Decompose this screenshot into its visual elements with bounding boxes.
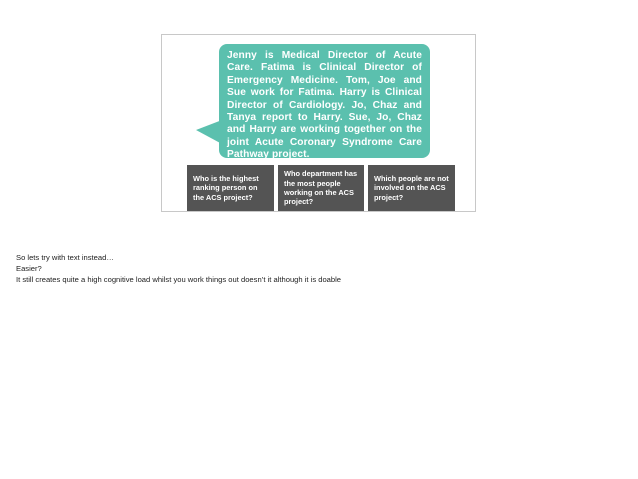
question-box-highest-ranking (187, 165, 274, 211)
question-box-most-people (278, 165, 364, 211)
note-line: So lets try with text instead… (16, 253, 114, 262)
speech-bubble-text: Jenny is Medical Director of Acute Care. Fatima is Clinical Director of Emergency Medicine. Tom, Joe and Sue work for Fatima. Harry is Clinical Director of Cardiology. Jo, Chaz and Tanya report to Harry. Sue, Jo, Chaz and Harry are working together on the joint Acute Coronary Syndrome Care Pathway project. (227, 50, 422, 161)
question-text: Which people are not involved on the ACS project? (374, 173, 449, 202)
speech-bubble (219, 44, 430, 161)
note-line: It still creates quite a high cognitive load whilst you work things out doesn’t it although it is doable (16, 275, 342, 285)
presenter-notes (16, 252, 341, 286)
question-box-not-involved (368, 165, 455, 211)
question-text: Who is the highest ranking person on the ACS project? (193, 173, 259, 202)
note-line: Easier? (16, 264, 42, 274)
question-text: Who department has the most people working on the ACS project? (284, 169, 358, 207)
